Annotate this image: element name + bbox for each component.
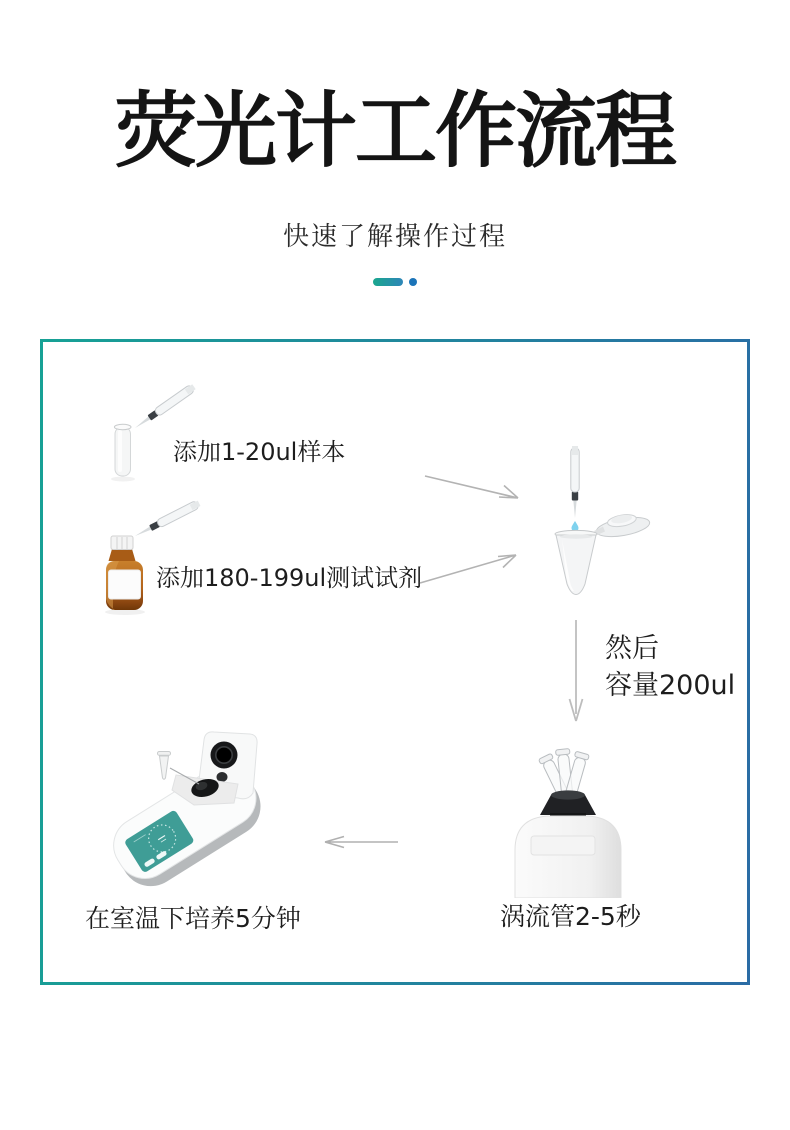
workflow-panel (40, 339, 750, 985)
step-vortex-label: 涡流管2-5秒 (500, 902, 641, 931)
step-sample-label: 添加1-20ul样本 (173, 438, 346, 466)
divider-dot-icon (409, 278, 417, 286)
divider-pill-icon (373, 278, 403, 286)
step-reagent-label: 添加180-199ul测试试剂 (156, 564, 423, 592)
step-mix-note-line1: 然后 (605, 633, 659, 664)
divider (0, 277, 790, 287)
step-mix-note-line2: 容量200ul (605, 670, 736, 701)
pipette-reagent-bottle-icon (93, 491, 213, 616)
step-incubate-label: 在室温下培养5分钟 (85, 904, 301, 933)
arrow-down-icon (563, 618, 589, 723)
tube-open-cap (594, 510, 651, 540)
arrow-right-up-icon (418, 543, 523, 588)
fluorometer-device-icon (98, 718, 388, 898)
step-mix-note (605, 630, 735, 704)
vortex-mixer-icon (498, 738, 633, 898)
page-title: 荧光计工作流程 (114, 83, 675, 179)
pipette-centrifuge-tube-icon (528, 441, 668, 601)
arrow-right-down-icon (423, 468, 523, 508)
page-subtitle: 快速了解操作过程 (282, 222, 507, 252)
